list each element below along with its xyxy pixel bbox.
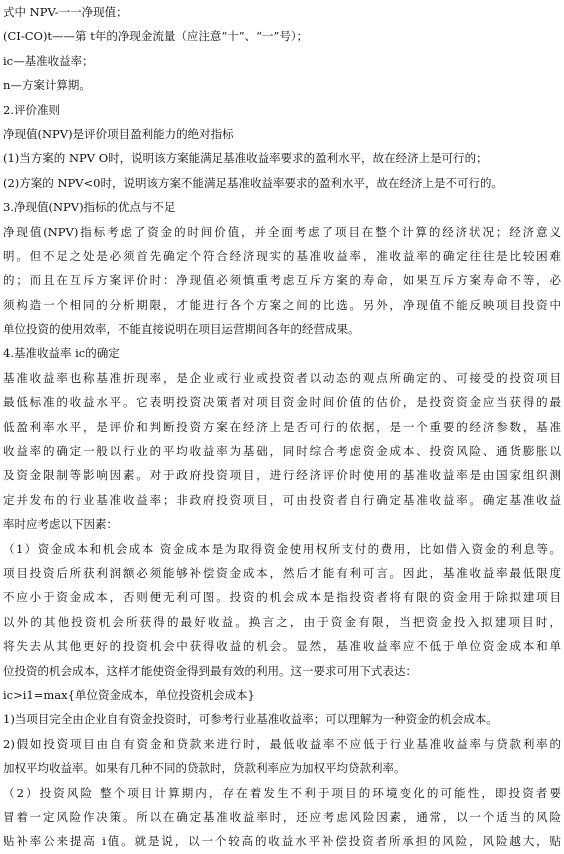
text-line: 须构造一个相同的分析期限，才能进行各个方案之间的比选。另外，净现值不能反映项目投资中 bbox=[3, 297, 561, 312]
text-line: 1)当项目完全由企业自有资金投资时，可参考行业基准收益率；可以理解为一种资金的机会成本。 bbox=[3, 712, 498, 727]
text-line: ic—基准收益率； bbox=[3, 53, 94, 68]
text-line: 2.评价准则 bbox=[3, 102, 60, 117]
text-line: 的；而且在互斥方案评价时：净现值必须慎重考虑互斥方案的寿命，如果互斥方案寿命不等，必 bbox=[3, 273, 561, 288]
text-line: 最低标准的收益水平。它表明投资决策者对项目资金时间价值的估价，是投资资金应当获得的最 bbox=[3, 395, 561, 410]
text-line: ic>i1=max{单位资金成本，单位投资机会成本} bbox=[3, 687, 255, 702]
text-line: （2）投资风险 整个项目计算期内，存在着发生不利于项目的环境变化的可能性，即投资者要 bbox=[3, 785, 561, 800]
text-line: 以外的其他投资机会所获得的最好收益。换言之，由于资金有限，当把资金投入拟建项目时， bbox=[3, 614, 561, 629]
text-line: 2)假如投资项目由自有资金和贷款来进行时，最低收益率不应低于行业基准收益率与贷款利率的 bbox=[3, 736, 561, 751]
text-line: 式中 NPV-一一净现值； bbox=[3, 5, 128, 19]
text-line: 位投资的机会成本，这样才能使资金得到最有效的利用。这一要求可用下式表达： bbox=[3, 663, 417, 678]
text-line: 4.基准收益率 ic的确定 bbox=[3, 346, 120, 361]
text-line: 3.净现值(NPV)指标的优点与不足 bbox=[3, 200, 176, 215]
text-line: 不应小于资金成本，否则便无利可图。投资的机会成本是指投资者将有限的资金用于除拟建项目 bbox=[3, 590, 561, 605]
text-line: 将失去从其他更好的投资机会中获得收益的机会。显然，基准收益率应不低于单位资金成本和单 bbox=[3, 639, 561, 654]
text-line: 率时应考虑以下因素： bbox=[3, 517, 118, 532]
text-line: (CI-CO)t——第 t年的净现金流量（应注意“十”、“一”号）； bbox=[3, 29, 309, 44]
text-line: 收益率的确定一般以行业的平均收益率为基础，同时综合考虑资金成本、投资风险、通货膨胀以 bbox=[3, 444, 561, 459]
text-line: 净现值(NPV)是评价项目盈利能力的绝对指标 bbox=[3, 126, 234, 141]
text-line: 单位投资的使用效率，不能直接说明在项目运营期间各年的经营成果。 bbox=[3, 322, 360, 337]
text-line: 定并发布的行业基准收益率；非政府投资项目，可由投资者自行确定基准收益率。确定基准收益 bbox=[3, 492, 561, 507]
text-line: n—方案计算期。 bbox=[3, 78, 91, 93]
text-line: 基准收益率也称基准折现率，是企业或行业或投资者以动态的观点所确定的、可接受的投资项目 bbox=[3, 370, 561, 385]
text-line: 冒着一定风险作决策。所以在确定基准收益率时，还应考虑风险因素，通常，以一个适当的风险 bbox=[3, 809, 561, 824]
text-line: （1）资金成本和机会成本 资金成本是为取得资金使用权所支付的费用，比如借入资金的利息等。 bbox=[3, 541, 561, 556]
text-line: 贴补率公来提高 i值。就是说，以一个较高的收益水平补偿投资者所承担的风险，风险越大，贴 bbox=[3, 834, 561, 849]
text-line: 明。但不足之处是必须首先确定个符合经济现实的基准收益率，准收益率的确定往往是比较困难 bbox=[3, 248, 561, 263]
text-line: 加权平均收益率。如果有几种不同的贷款时，贷款利率应为加权平均贷款利率。 bbox=[3, 761, 406, 776]
text-line: (2)方案的 NPV<0时，说明该方案不能满足基准收益率要求的盈利水平，故在经济上是不可行的。 bbox=[3, 175, 503, 190]
text-line: 项目投资后所获利润额必须能够补偿资金成本，然后才能有利可言。因此，基准收益率最低限度 bbox=[3, 565, 561, 580]
text-line: (1)当方案的 NPV O时，说明该方案能满足基准收益率要求的盈利水平，故在经济上是可行的； bbox=[3, 151, 488, 166]
text-line: 低盈利率水平，是评价和判断投资方案在经济上是否可行的依据，是一个重要的经济参数，基准 bbox=[3, 419, 561, 434]
text-line: 净现值(NPV)指标考虑了资金的时间价值，并全面考虑了项目在整个计算的经济状况；经济意义 bbox=[3, 224, 561, 239]
text-line: 及资金限制等影响因素。对于政府投资项目，进行经济评价时使用的基准收益率是由国家组织测 bbox=[3, 468, 561, 483]
